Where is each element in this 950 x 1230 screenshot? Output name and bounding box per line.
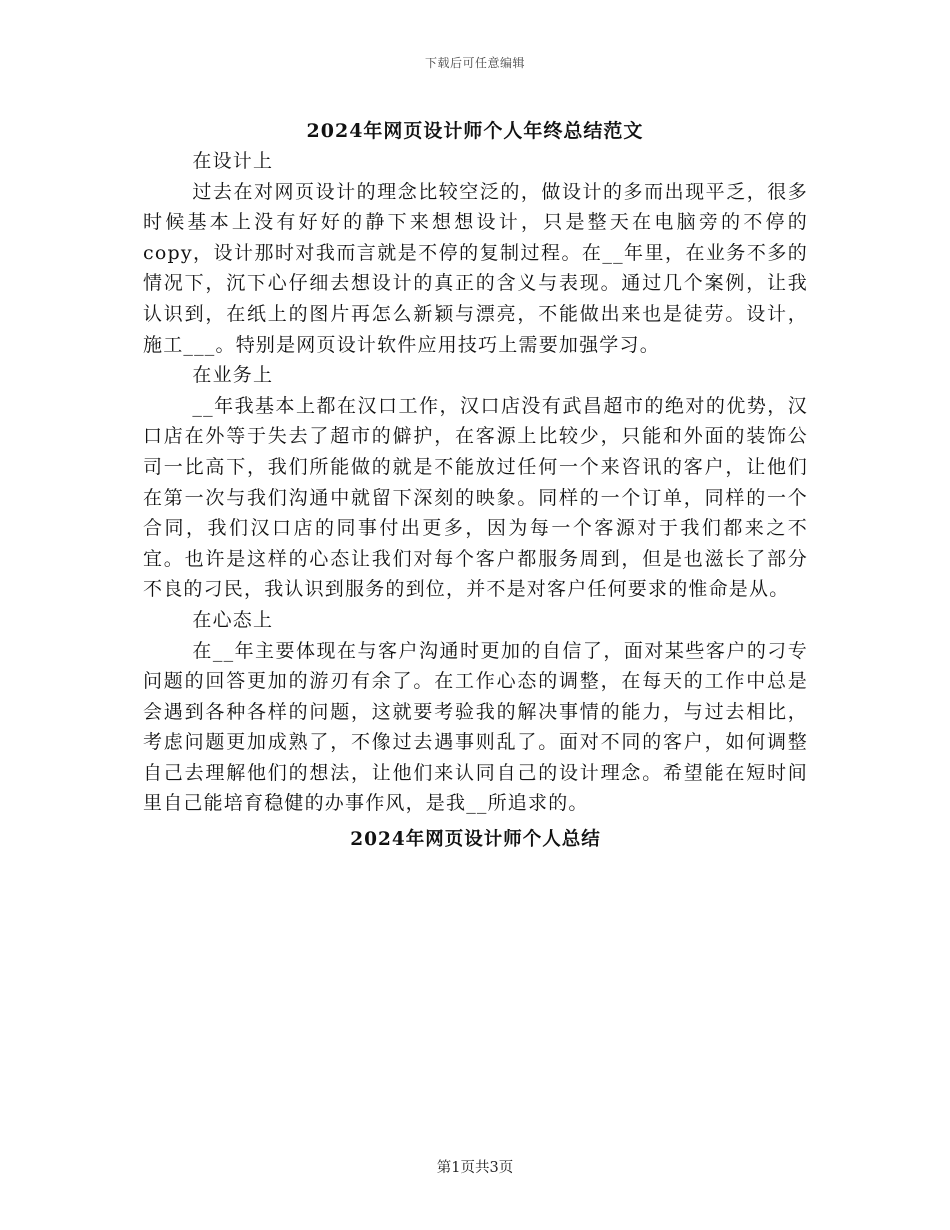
section-heading-business: 在业务上 (192, 364, 274, 387)
section-paragraph-design: 过去在对网页设计的理念比较空泛的，做设计的多而出现平乏，很多时候基本上没有好好的静下来想想设计，只是整天在电脑旁的不停的copy，设计那时对我而言就是不停的复制过程。在__年里，在业务不多的情况下，沉下心仔细去想设计的真正的含义与表现。通过几个案例，让我认识到，在纸上的图片再怎么新颖与漂亮，不能做出来也是徒劳。设计，施工___。特别是网页设计软件应用技巧上需要加强学习。 (143, 180, 808, 356)
section-subtitle: 2024年网页设计师个人总结 (350, 829, 601, 851)
document-title: 2024年网页设计师个人年终总结范文 (306, 120, 644, 142)
section-heading-mindset: 在心态上 (192, 608, 274, 631)
section-heading-design: 在设计上 (192, 150, 274, 172)
section-paragraph-mindset: 在__年主要体现在与客户沟通时更加的自信了，面对某些客户的刁专问题的回答更加的游刃有余了。在工作心态的调整，在每天的工作中总是会遇到各种各样的问题，这就要考验我的解决事情的能力，与过去相比，考虑问题更加成熟了，不像过去遇事则乱了。面对不同的客户，如何调整自己去理解他们的想法，让他们来认同自己的设计理念。希望能在短时间里自己能培育稳健的办事作风，是我__所追求的。 (143, 639, 808, 815)
document-body (143, 146, 808, 856)
header-note: 下载后可任意编辑 (424, 56, 525, 70)
section-paragraph-business: __年我基本上都在汉口工作，汉口店没有武昌超市的绝对的优势，汉口店在外等于失去了超市的僻护，在客源上比较少，只能和外面的装饰公司一比高下，我们所能做的就是不能放过任何一个来咨讯的客户，让他们在第一次与我们沟通中就留下深刻的映象。同样的一个订单，同样的一个合同，我们汉口店的同事付出更多，因为每一个客源对于我们都来之不宜。也许是这样的心态让我们对每个客户都服务周到，但是也滋长了部分不良的刁民，我认识到服务的到位，并不是对客户任何要求的惟命是从。 (143, 394, 808, 601)
page-number-footer: 第1页共3页 (436, 1160, 514, 1176)
